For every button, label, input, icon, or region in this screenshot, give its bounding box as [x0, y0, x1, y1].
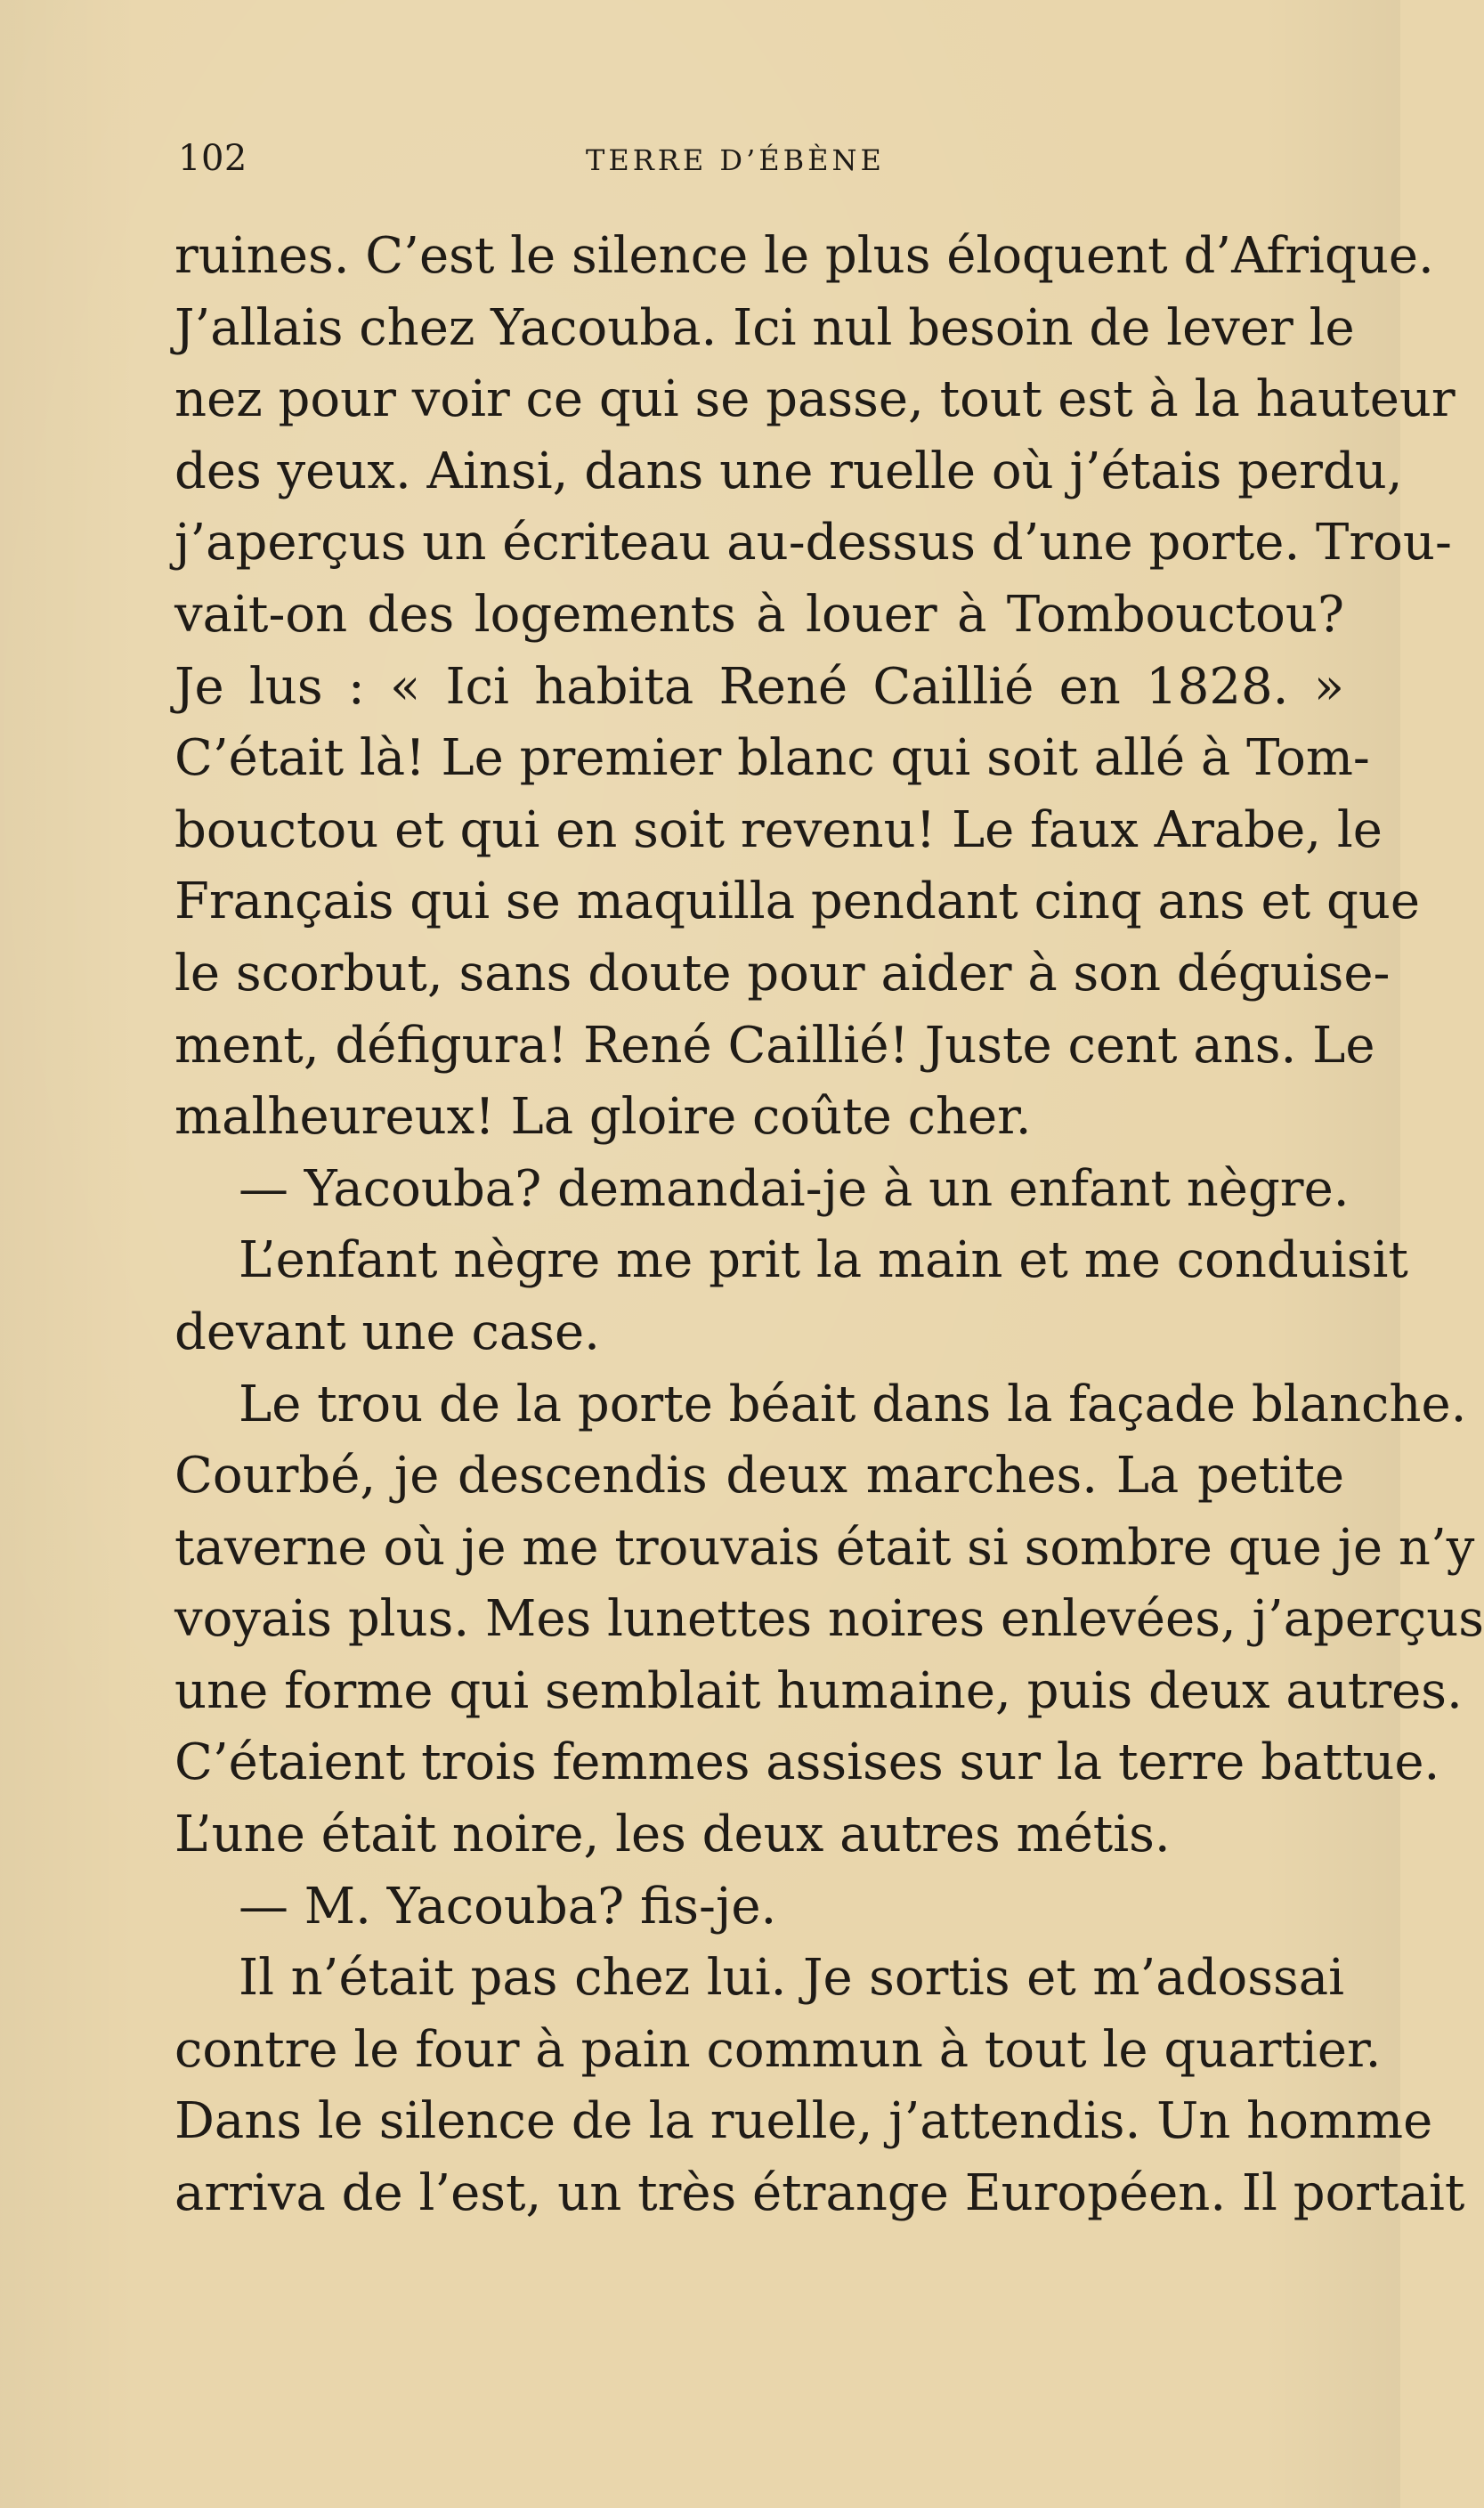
- text-line: Je lus : « Ici habita René Caillié en 1828. »: [174, 657, 1344, 716]
- text-line: voyais plus. Mes lunettes noires enlevées, j’aperçus: [174, 1590, 1484, 1649]
- text-line: Courbé, je descendis deux marches. La petite: [174, 1447, 1344, 1506]
- text-line: contre le four à pain commun à tout le quartier.: [174, 2020, 1382, 2079]
- text-line: C’était là! Le premier blanc qui soit allé à Tom-: [174, 729, 1370, 788]
- text-line: Il n’était pas chez lui. Je sortis et m’adossai: [239, 1949, 1344, 2008]
- text-line: nez pour voir ce qui se passe, tout est à la hauteur: [174, 370, 1456, 429]
- text-line: Français qui se maquilla pendant cinq ans et que: [174, 873, 1421, 931]
- text-line: arriva de l’est, un très étrange Européen. Il portait: [174, 2164, 1465, 2223]
- text-line: le scorbut, sans doute pour aider à son déguise-: [174, 944, 1391, 1002]
- text-line: taverne où je me trouvais était si sombre que je n’y: [174, 1518, 1475, 1577]
- text-line: des yeux. Ainsi, dans une ruelle où j’étais perdu,: [174, 442, 1403, 500]
- text-line: L’une était noire, les deux autres métis.: [174, 1806, 1171, 1864]
- running-title: TERRE D’ÉBÈNE: [586, 143, 885, 177]
- text-line: devant une case.: [174, 1303, 600, 1361]
- text-line: L’enfant nègre me prit la main et me conduisit: [239, 1231, 1408, 1290]
- text-line: vait-on des logements à louer à Tombouctou?: [174, 585, 1344, 644]
- dialogue-line: — Yacouba? demandai-je à un enfant nègre.: [239, 1159, 1350, 1218]
- page-header: [178, 138, 1326, 194]
- text-line: J’allais chez Yacouba. Ici nul besoin de lever le: [174, 298, 1355, 357]
- text-line: malheureux! La gloire coûte cher.: [174, 1088, 1032, 1147]
- text-line: j’aperçus un écriteau au-dessus d’une porte. Trou-: [174, 514, 1452, 572]
- text-line: Le trou de la porte béait dans la façade blanche.: [239, 1375, 1467, 1433]
- text-line: ruines. C’est le silence le plus éloquent d’Afrique.: [174, 227, 1434, 285]
- text-line: C’étaient trois femmes assises sur la terre battue.: [174, 1733, 1440, 1792]
- body-text: [174, 221, 1484, 2230]
- text-line: une forme qui semblait humaine, puis deux autres.: [174, 1661, 1463, 1720]
- page-number: 102: [178, 138, 247, 179]
- text-line: ment, défigura! René Caillié! Juste cent ans. Le: [174, 1016, 1375, 1075]
- text-line: Dans le silence de la ruelle, j’attendis. Un homme: [174, 2092, 1433, 2151]
- dialogue-line: — M. Yacouba? fis-je.: [239, 1877, 777, 1936]
- text-line: bouctou et qui en soit revenu! Le faux Arabe, le: [174, 800, 1383, 859]
